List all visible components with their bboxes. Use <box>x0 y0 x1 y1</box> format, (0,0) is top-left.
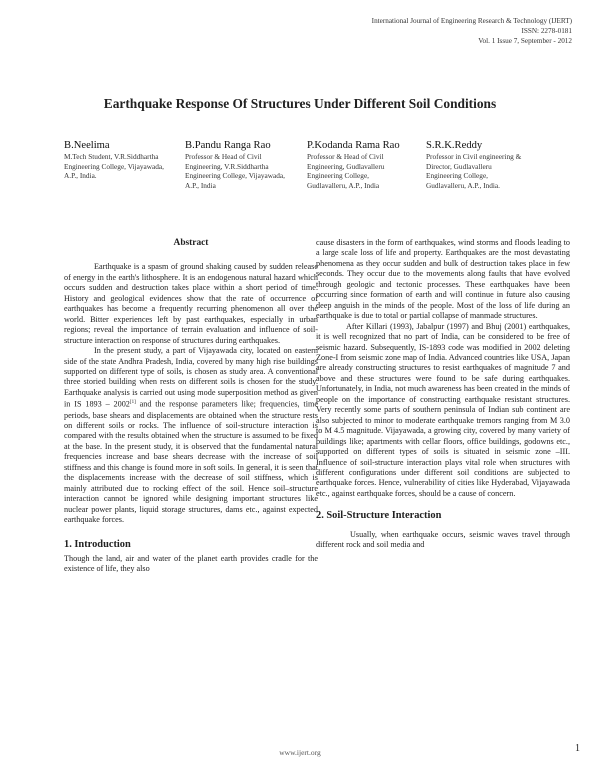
journal-header <box>372 16 572 46</box>
journal-issn: ISSN: 2278-0181 <box>521 27 572 35</box>
abstract-heading: Abstract <box>173 238 209 248</box>
author-affiliation-line: A.P., India. <box>64 171 97 181</box>
author-name: B.Neelima <box>64 140 110 151</box>
section-heading-introduction: 1. Introduction <box>64 538 131 550</box>
author-block <box>307 139 400 190</box>
author-affiliation-line: Director, Gudlavalleru <box>426 161 492 171</box>
author-affiliation-line: Professor in Civil engineering & <box>426 152 522 161</box>
author-affiliation-line: Engineering, Gudlavalleru <box>307 161 385 171</box>
citation-ref: [1] <box>129 400 136 406</box>
author-affiliation-line: Engineering College, Vijayawada, <box>185 171 285 181</box>
author-affiliation-line: M.Tech Student, V.R.Siddhartha <box>64 152 159 161</box>
author-affiliation-line: Engineering, V.R.Siddhartha <box>185 161 269 171</box>
body-paragraph: Usually, when earthquake occurs, seismic waves travel through different rock and soil media and <box>316 529 570 550</box>
author-affiliation-line: Engineering College, Vijayawada, <box>64 161 164 171</box>
author-block <box>64 139 164 181</box>
abstract-text: In the present study, a part of Vijayawada city, located on eastern side of the state Andhra Pradesh, India, covered by many high rise buildings supported on different type of soils, is chosen as study area. A conventional three storied building when rests on different soils is chosen for the study. Earthquake analysis is carried out using mode superposition method as given in IS 1893 – 2002 <box>64 346 318 410</box>
body-paragraph: After Killari (1993), Jabalpur (1997) and Bhuj (2001) earthquakes, it is well recognized that no part of India, can be considered to be free of seismic hazard. Subsequently, IS-1893 code was modified in 2002 deleting Zone-I from seismic zone map of India. Advanced countries like USA, Japan are already constructing structures to resist earthquakes of magnitude 7 and above and these structures were found to be safe during earthquakes. Unfortunately, in India, not much awareness has been created in the minds of people on the importance of constructing earthquake resistant structures. Very recently some parts of southern peninsula of Indian sub continent are also subjected to minor to moderate earthquake tremors ranging from M 3.0 to M 4.5 magnitude. Vijayawada, a growing city, covered by many variety of buildings like; apartments with cellar floors, office buildings, godowns etc., supported on different types of soils is situated in seismic zone –III. Influence of soil-structure interaction plays vital role when structures with different configurations under different soil conditions are subjected to earthquake forces. Hence, vulnerability of cities like Hyderabad, Vijayawada etc., against earthquake forces, should be a cause of concern. <box>316 321 570 498</box>
author-affiliation-line: Gudlavalleru, A.P., India. <box>426 180 500 190</box>
author-block <box>185 139 285 190</box>
author-name: P.Kodanda Rama Rao <box>307 140 400 151</box>
author-affiliation-line: Professor & Head of Civil <box>185 152 262 161</box>
author-affiliation-line: Engineering College, <box>426 171 489 181</box>
journal-volume: Vol. 1 Issue 7, September - 2012 <box>478 37 572 45</box>
abstract-text: and the response parameters like; frequencies, time periods, base shears and displacements are obtained when the structure rests on different soils or rocks. The influence of soil-structure interaction is compared with the results obtained when the structure is assumed to be fixed at the base. In the present study, it is observed that the fundamental natural frequencies increase and base shears decrease with the increase of soil stiffness and this change is found more in soft soils. In general, it is seen that the displacements increase with the decrease of soil stiffness, which is mainly attributed due to rocking effect of the soil. Hence soil–structure interaction cannot be ignored while designing important structures like nuclear power plants, liquid storage structures, dams etc., against expected earthquake forces. <box>64 400 318 525</box>
body-paragraph: Though the land, air and water of the planet earth provides cradle for the existence of life, they also <box>64 553 318 574</box>
author-name: S.R.K.Reddy <box>426 140 483 151</box>
left-column <box>64 238 318 575</box>
body-paragraph: cause disasters in the form of earthquakes, wind storms and floods leading to a large scale loss of life and property. Earthquakes are the most devastating phenomena as they occur sudden and bulk of destruction takes place in few seconds. They occur due to the movements along faults that have evolved through geologic and tectonic processes. These earthquakes have been occurring since formation of earth and will continue in future also causing deep anguish in the minds of the people. Most of the loss of life during an earthquake is due to total or partial collapse of manmade structures. <box>316 238 570 321</box>
author-affiliation-line: Engineering College, <box>307 171 370 181</box>
author-affiliation-line: Professor & Head of Civil <box>307 152 384 161</box>
section-heading-soil-structure: 2. Soil-Structure Interaction <box>316 510 442 522</box>
page-number: 1 <box>575 743 580 754</box>
abstract-paragraph <box>64 346 318 525</box>
paper-title: Earthquake Response Of Structures Under Different Soil Conditions <box>103 96 497 111</box>
author-affiliation-line: Gudlavalleru, A.P., India <box>307 180 380 190</box>
abstract-paragraph: Earthquake is a spasm of ground shaking caused by sudden release of energy in the earth's lithosphere. It is an endogenous natural hazard which occurs sudden and destruction takes place within a short period of time. History and geological evidences show that the rate of occurrence of earthquakes has become a frequently recurring phenomenon all over the world. Bitter experiences left by past earthquakes, especially in urban regions; reveal the importance of terrain evaluation and influence of soil-structure interaction on response of structures during earthquakes. <box>64 262 318 345</box>
footer-url-link[interactable]: www.ijert.org <box>279 748 321 757</box>
author-affiliation-line: A.P., India <box>185 180 216 190</box>
journal-name: International Journal of Engineering Research & Technology (IJERT) <box>371 17 572 25</box>
author-name: B.Pandu Ranga Rao <box>185 140 271 151</box>
right-column <box>316 238 570 551</box>
author-block <box>426 139 521 190</box>
